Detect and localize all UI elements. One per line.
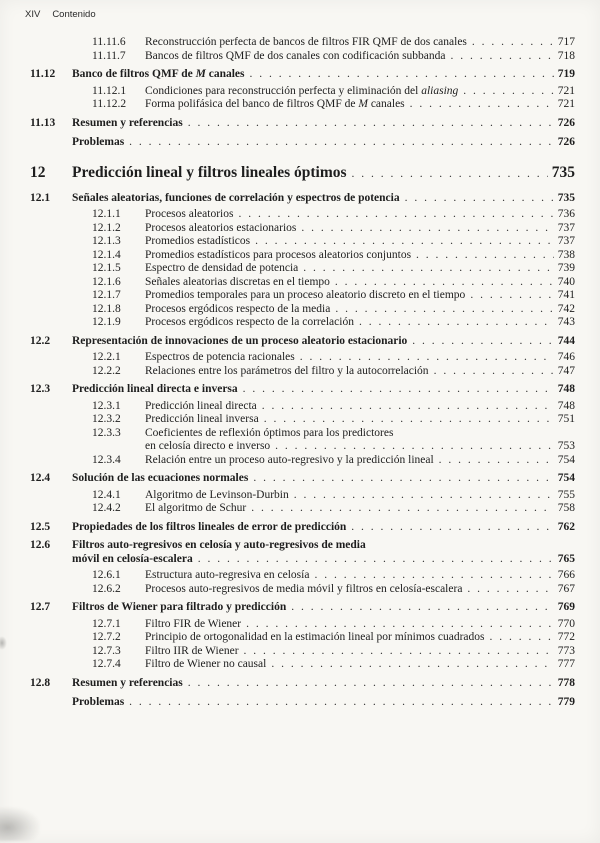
- dot-leader: [246, 618, 554, 632]
- toc-entry: [92, 289, 575, 303]
- toc-entry-line: [145, 36, 575, 50]
- toc-entry: [92, 583, 575, 597]
- toc-entry-title: Procesos aleatorios: [145, 208, 234, 220]
- toc-entry-line: [145, 303, 575, 317]
- toc-entry-title: Promedios estadísticos para procesos aleatorios conjuntos: [145, 248, 412, 261]
- toc-entry-body: [72, 136, 575, 150]
- toc-entry-page: 753: [557, 440, 575, 452]
- toc-entry-page: 744: [557, 334, 575, 347]
- toc-entry-body: [145, 645, 575, 659]
- toc-entry-page: 736: [557, 208, 575, 220]
- toc-entry-line: [145, 276, 575, 290]
- toc-entry-line: [145, 98, 575, 112]
- dot-leader: [255, 235, 554, 249]
- toc-entry: [92, 351, 575, 365]
- toc-entry-body: [145, 365, 575, 379]
- toc-entry-line: [145, 645, 575, 659]
- toc-entry-title: Principio de ortogonalidad en la estimación lineal por mínimos cuadrados: [145, 631, 485, 643]
- toc-entry-number: 12.1.4: [92, 248, 121, 261]
- toc-entry-title: Bancos de filtros QMF de dos canales con codificación subbanda: [145, 49, 446, 62]
- toc-entry: [92, 208, 575, 222]
- toc-entry-title: Estructura auto-regresiva en celosía: [145, 569, 310, 581]
- dot-leader: [238, 208, 553, 222]
- toc-entry-number: 11.11.6: [92, 36, 126, 48]
- toc-entry-title: Espectro de densidad de potencia: [145, 262, 299, 274]
- toc-entry-number: 12.2: [30, 334, 51, 347]
- toc-entry-line: [145, 454, 575, 468]
- toc-entry: [92, 454, 575, 468]
- toc-entry: [30, 192, 575, 206]
- toc-entry-page: 721: [557, 98, 575, 110]
- toc-entry: [92, 618, 575, 632]
- toc-entry-number: 12: [30, 163, 46, 181]
- toc-entry-line: [145, 235, 575, 249]
- toc-entry-number: 12.6.1: [92, 569, 121, 581]
- toc-entry-number: 12.1.5: [92, 262, 121, 274]
- toc-entry: [92, 489, 575, 503]
- toc-entry-page: 737: [557, 235, 575, 247]
- dot-leader: [472, 36, 554, 50]
- toc-entry: [30, 677, 575, 691]
- toc-entry-title: Predicción lineal directa e inversa: [72, 383, 238, 395]
- toc-entry-body: [72, 601, 575, 615]
- dot-leader: [251, 502, 554, 516]
- dot-leader: [467, 583, 553, 597]
- toc-entry-number: 12.8: [30, 676, 51, 689]
- toc-entry-number: 12.3.3: [92, 426, 121, 439]
- toc-entry: [92, 316, 575, 330]
- toc-entry: [30, 521, 575, 535]
- toc-entry-title: Señales aleatorias, funciones de correlación y espectros de potencia: [72, 191, 400, 204]
- dot-leader: [129, 136, 554, 150]
- toc-entry-page: 758: [557, 502, 575, 514]
- dot-leader: [463, 85, 553, 99]
- toc-entry-title: Solución de las ecuaciones normales: [72, 472, 249, 484]
- toc-entry-title: Filtro de Wiener no causal: [145, 658, 267, 670]
- toc-entry-body: [145, 36, 575, 50]
- dot-leader: [129, 696, 554, 710]
- toc-entry-title: Reconstrucción perfecta de bancos de filtros FIR QMF de dos canales: [145, 36, 467, 48]
- folio-page-label: XIV: [25, 9, 41, 20]
- toc-entry: [30, 68, 575, 82]
- toc-entry-body: [145, 618, 575, 632]
- toc-entry-title: Representación de innovaciones de un proceso aleatorio estacionario: [72, 334, 408, 347]
- toc-entry-page: 778: [557, 676, 575, 689]
- toc-entry-body: [145, 85, 575, 99]
- toc-entry-page: 746: [557, 351, 575, 363]
- dot-leader: [244, 645, 554, 659]
- dot-leader: [335, 303, 553, 317]
- toc-entry-line: [72, 163, 575, 184]
- toc-entry: [92, 502, 575, 516]
- toc-entry-title-continued: en celosía directo e inverso: [145, 440, 271, 452]
- dot-leader: [359, 316, 554, 330]
- toc-entry-body: [145, 427, 575, 454]
- toc-entry-number: 12.6.2: [92, 582, 121, 595]
- toc-entry-page: 739: [557, 262, 575, 274]
- toc-entry-title: Resumen y referencias: [72, 676, 183, 689]
- toc-entry-line: [145, 400, 575, 414]
- title-text: Condiciones para reconstrucción perfecta y eliminación del: [145, 84, 422, 97]
- toc-entry-title: [145, 98, 405, 112]
- toc-entry-title: Espectros de potencia racionales: [145, 351, 295, 363]
- toc-entry-title: Procesos ergódicos respecto de la correlación: [145, 316, 354, 328]
- toc-entry-line: [72, 383, 575, 397]
- toc-entry-page: 748: [557, 383, 575, 395]
- toc-entry: [92, 50, 575, 64]
- dot-leader: [271, 658, 553, 672]
- dot-leader: [335, 276, 554, 290]
- toc-entry-page: 741: [557, 289, 575, 301]
- toc-entry-number: 12.5: [30, 520, 51, 533]
- toc-entry-body: [72, 192, 575, 206]
- toc-entry-number: 12.1.2: [92, 221, 121, 234]
- toc-entry-body: [72, 68, 575, 82]
- toc-entry: [92, 631, 575, 645]
- toc-entry-title: [145, 85, 458, 99]
- toc-entry-page: 779: [557, 696, 575, 708]
- toc-entry-body: [145, 583, 575, 597]
- toc-entry: [92, 658, 575, 672]
- toc-entry-page: 721: [557, 84, 575, 97]
- dot-leader: [188, 677, 554, 691]
- toc-entry-title: Promedios estadísticos: [145, 235, 251, 247]
- toc-entry-body: [72, 335, 575, 349]
- toc-entry: [30, 539, 575, 566]
- toc-entry-number: 12.7.2: [92, 631, 121, 643]
- toc-entry-line: [145, 427, 575, 441]
- toc-entry-page: 747: [557, 364, 575, 377]
- dot-leader: [351, 521, 553, 535]
- toc-entry-body: [145, 400, 575, 414]
- toc-entry-number: 12.4: [30, 472, 51, 484]
- toc-entry-number: 12.4.1: [92, 488, 121, 501]
- toc-entry: [92, 365, 575, 379]
- toc-entry-line: [145, 631, 575, 645]
- dot-leader: [352, 164, 548, 184]
- toc-entry-line: [72, 677, 575, 691]
- dot-leader: [198, 553, 554, 567]
- toc-entry: [92, 569, 575, 583]
- toc-entry-title: Filtro FIR de Wiener: [145, 617, 242, 630]
- toc-entry-body: [145, 413, 575, 427]
- toc-entry-body: [145, 235, 575, 249]
- toc-entry-number: 12.7.1: [92, 617, 121, 630]
- toc-entry-number: 11.12: [30, 68, 56, 80]
- toc-entry-page: 773: [557, 644, 575, 657]
- toc-entry-line: [145, 413, 575, 427]
- toc-entry-title: Relación entre un proceso auto-regresivo y la predicción lineal: [145, 453, 434, 466]
- toc-entry-title: Relaciones entre los parámetros del filtro y la autocorrelación: [145, 364, 429, 377]
- toc-entry-line: [145, 249, 575, 263]
- toc-entry-title: [72, 68, 245, 82]
- running-head-title: Contenido: [52, 9, 96, 20]
- toc-entry-number: 12.1.7: [92, 289, 121, 301]
- toc-entry-number: 12.6: [30, 539, 51, 551]
- italic-term: M: [195, 68, 206, 80]
- toc-entry-line: [145, 618, 575, 632]
- toc-entry-title: Predicción lineal directa: [145, 399, 257, 412]
- toc-entry-line: [72, 335, 575, 349]
- toc-entry-body: [145, 50, 575, 64]
- toc-entry-line: [145, 289, 575, 303]
- toc-entry-number: 12.1.9: [92, 316, 121, 328]
- toc-entry-line: [145, 583, 575, 597]
- toc-entry-page: 755: [557, 488, 575, 501]
- toc-entry-page: 751: [557, 413, 575, 425]
- toc-entry-page: 770: [557, 617, 575, 630]
- toc-entry-page: 762: [557, 520, 575, 533]
- toc-entry-page: 740: [557, 275, 575, 288]
- italic-term: M: [358, 98, 368, 110]
- toc-entry-line: [145, 658, 575, 672]
- toc-entry-page: 719: [557, 68, 575, 80]
- title-text: Banco de filtros QMF de: [72, 68, 196, 80]
- dot-leader: [405, 192, 554, 206]
- toc-entry-body: [145, 276, 575, 290]
- toc-entry-title: Resumen y referencias: [72, 116, 183, 129]
- toc-entry: [92, 413, 575, 427]
- toc-entry-page: 743: [557, 316, 575, 328]
- dot-leader: [250, 68, 554, 82]
- toc-entry-line: [145, 262, 575, 276]
- toc-entry-body: [72, 472, 575, 486]
- toc-entry-page: 767: [557, 582, 575, 595]
- toc-entry: [92, 249, 575, 263]
- dot-leader: [294, 489, 554, 503]
- toc-entry-page: 737: [557, 221, 575, 234]
- toc-entry-body: [145, 303, 575, 317]
- toc-entry: [92, 262, 575, 276]
- toc-entry-page: 735: [557, 191, 575, 204]
- toc-entry-body: [145, 98, 575, 112]
- toc-entry: [30, 696, 575, 710]
- toc-entry-title: Problemas: [72, 696, 125, 708]
- toc-entry-number: 12.7.3: [92, 644, 121, 657]
- toc-entry-number: 11.13: [30, 116, 56, 129]
- toc-entry-title: Filtros de Wiener para filtrado y predicción: [72, 601, 287, 613]
- toc-entry-line-continued: [72, 553, 575, 567]
- toc-entry-number: 12.3.2: [92, 413, 121, 425]
- toc-entry-line: [72, 136, 575, 150]
- toc-entry-number: 12.1: [30, 191, 51, 204]
- toc-entry-page: 726: [557, 136, 575, 148]
- toc-entry: [30, 136, 575, 150]
- toc-entry-title: Propiedades de los filtros lineales de error de predicción: [72, 520, 347, 533]
- dot-leader: [262, 400, 554, 414]
- toc-entry-body: [145, 222, 575, 236]
- toc-entry-page: 765: [557, 552, 575, 565]
- toc-entry-line-continued: [145, 440, 575, 454]
- dot-leader: [412, 335, 553, 349]
- dot-leader: [410, 98, 554, 112]
- toc-entry-page: 726: [557, 116, 575, 129]
- toc-entry-body: [72, 696, 575, 710]
- toc-entry-title-continued: móvil en celosía-escalera: [72, 552, 193, 565]
- toc-entry: [92, 36, 575, 50]
- toc-entry-page: 738: [557, 248, 575, 261]
- scan-speck: [0, 636, 7, 650]
- dot-leader: [439, 454, 554, 468]
- dot-leader: [253, 472, 553, 486]
- title-text: canales: [367, 98, 405, 110]
- toc-entry-title: Señales aleatorias discretas en el tiempo: [145, 275, 330, 288]
- dot-leader: [303, 262, 553, 276]
- toc-entry-line: [145, 351, 575, 365]
- toc-list: [25, 36, 575, 710]
- toc-entry-title: Predicción lineal y filtros lineales óptimos: [72, 163, 347, 181]
- toc-entry-page: 769: [557, 601, 575, 613]
- toc-entry-number: 12.1.3: [92, 235, 121, 247]
- dot-leader: [490, 631, 554, 645]
- toc-entry: [92, 303, 575, 317]
- toc-entry-line: [72, 472, 575, 486]
- toc-entry: [30, 335, 575, 349]
- toc-entry-line: [72, 68, 575, 82]
- toc-entry-page: 777: [557, 658, 575, 670]
- toc-entry-page: 748: [557, 399, 575, 412]
- toc-entry: [92, 85, 575, 99]
- toc-entry-title: Procesos aleatorios estacionarios: [145, 221, 297, 234]
- toc-entry-number: 12.2.1: [92, 351, 121, 363]
- toc-entry-body: [145, 208, 575, 222]
- toc-entry-body: [145, 502, 575, 516]
- toc-entry-line: [72, 521, 575, 535]
- running-head: [25, 9, 575, 20]
- toc-entry-line: [145, 222, 575, 236]
- toc-entry-title: Procesos auto-regresivos de media móvil y filtros en celosía-escalera: [145, 582, 463, 595]
- toc-entry-title: Procesos ergódicos respecto de la media: [145, 302, 331, 315]
- toc-entry-number: 11.12.2: [92, 98, 127, 110]
- dot-leader: [434, 365, 554, 379]
- dot-leader: [243, 383, 554, 397]
- italic-term: aliasing: [421, 84, 459, 97]
- title-text: canales: [205, 68, 245, 80]
- toc-entry: [30, 383, 575, 397]
- dot-leader: [264, 413, 554, 427]
- toc-entry: [92, 400, 575, 414]
- toc-entry: [92, 222, 575, 236]
- dot-leader: [275, 440, 554, 454]
- toc-entry-body: [72, 521, 575, 535]
- toc-entry-line: [72, 117, 575, 131]
- toc-entry: [92, 645, 575, 659]
- title-text: Forma polifásica del banco de filtros QMF de: [145, 98, 359, 110]
- toc-entry-body: [72, 677, 575, 691]
- toc-entry: [30, 472, 575, 486]
- toc-entry-body: [145, 569, 575, 583]
- toc-entry-number: 12.3.1: [92, 399, 121, 412]
- toc-entry-body: [145, 489, 575, 503]
- dot-leader: [300, 351, 554, 365]
- scan-smudge: [0, 807, 40, 841]
- toc-entry-body: [72, 539, 575, 566]
- toc-entry-line: [145, 569, 575, 583]
- toc-entry-body: [145, 316, 575, 330]
- toc-entry-title: Algoritmo de Levinson-Durbin: [145, 488, 289, 501]
- toc-entry-body: [72, 163, 575, 184]
- toc-entry-number: 11.11.7: [92, 49, 126, 62]
- toc-entry-body: [145, 351, 575, 365]
- toc-entry-line: [145, 208, 575, 222]
- dot-leader: [188, 117, 554, 131]
- toc-entry-page: 772: [557, 631, 575, 643]
- toc-entry: [30, 601, 575, 615]
- toc-entry-number: 12.1.8: [92, 302, 121, 315]
- toc-entry-body: [145, 249, 575, 263]
- toc-entry-line: [72, 601, 575, 615]
- toc-entry-number: 12.1.1: [92, 208, 121, 220]
- toc-entry: [92, 427, 575, 454]
- toc-entry-body: [145, 262, 575, 276]
- toc-entry-number: 12.7.4: [92, 658, 121, 670]
- toc-entry-number: 11.12.1: [92, 84, 127, 97]
- dot-leader: [451, 50, 554, 64]
- toc-entry-page: 742: [557, 302, 575, 315]
- toc-entry-number: 12.7: [30, 601, 51, 613]
- dot-leader: [314, 569, 553, 583]
- toc-entry-number: 12.2.2: [92, 364, 121, 377]
- toc-entry-line: [145, 85, 575, 99]
- dot-leader: [470, 289, 553, 303]
- toc-entry-page: 754: [557, 453, 575, 466]
- toc-entry-line: [145, 489, 575, 503]
- toc-entry-body: [145, 454, 575, 468]
- toc-entry: [30, 163, 575, 184]
- toc-entry-title: Problemas: [72, 136, 125, 148]
- toc-entry-title: Filtros auto-regresivos en celosía y auto-regresivos de media: [72, 539, 366, 551]
- toc-entry: [92, 276, 575, 290]
- dot-leader: [301, 222, 553, 236]
- toc-entry-title: Promedios temporales para un proceso aleatorio discreto en el tiempo: [145, 289, 466, 301]
- toc-entry-title: Coeficientes de reflexión óptimos para los predictores: [145, 426, 394, 439]
- toc-entry-number: 12.4.2: [92, 502, 121, 514]
- toc-entry-line: [72, 539, 575, 553]
- toc-entry-page: 735: [551, 163, 575, 181]
- toc-entry-number: 12.1.6: [92, 275, 121, 288]
- toc-entry-body: [72, 383, 575, 397]
- toc-entry-page: 718: [557, 49, 575, 62]
- toc-entry-body: [145, 289, 575, 303]
- toc-entry-line: [145, 502, 575, 516]
- dot-leader: [291, 601, 554, 615]
- toc-entry: [92, 235, 575, 249]
- toc-entry-line: [145, 365, 575, 379]
- toc-entry-line: [145, 50, 575, 64]
- toc-entry-body: [145, 631, 575, 645]
- dot-leader: [416, 249, 554, 263]
- toc-entry-line: [72, 192, 575, 206]
- toc-entry-page: 717: [557, 36, 575, 48]
- toc-entry: [92, 98, 575, 112]
- toc-entry-line: [145, 316, 575, 330]
- toc-entry: [30, 117, 575, 131]
- toc-entry-page: 754: [557, 472, 575, 484]
- toc-entry-number: 12.3.4: [92, 453, 121, 466]
- toc-entry-title: Predicción lineal inversa: [145, 413, 259, 425]
- toc-entry-page: 766: [557, 569, 575, 581]
- toc-entry-title: Filtro IIR de Wiener: [145, 644, 239, 657]
- toc-entry-title: El algoritmo de Schur: [145, 502, 247, 514]
- toc-entry-number: 12.3: [30, 383, 51, 395]
- toc-entry-body: [72, 117, 575, 131]
- toc-entry-line: [72, 696, 575, 710]
- toc-entry-body: [145, 658, 575, 672]
